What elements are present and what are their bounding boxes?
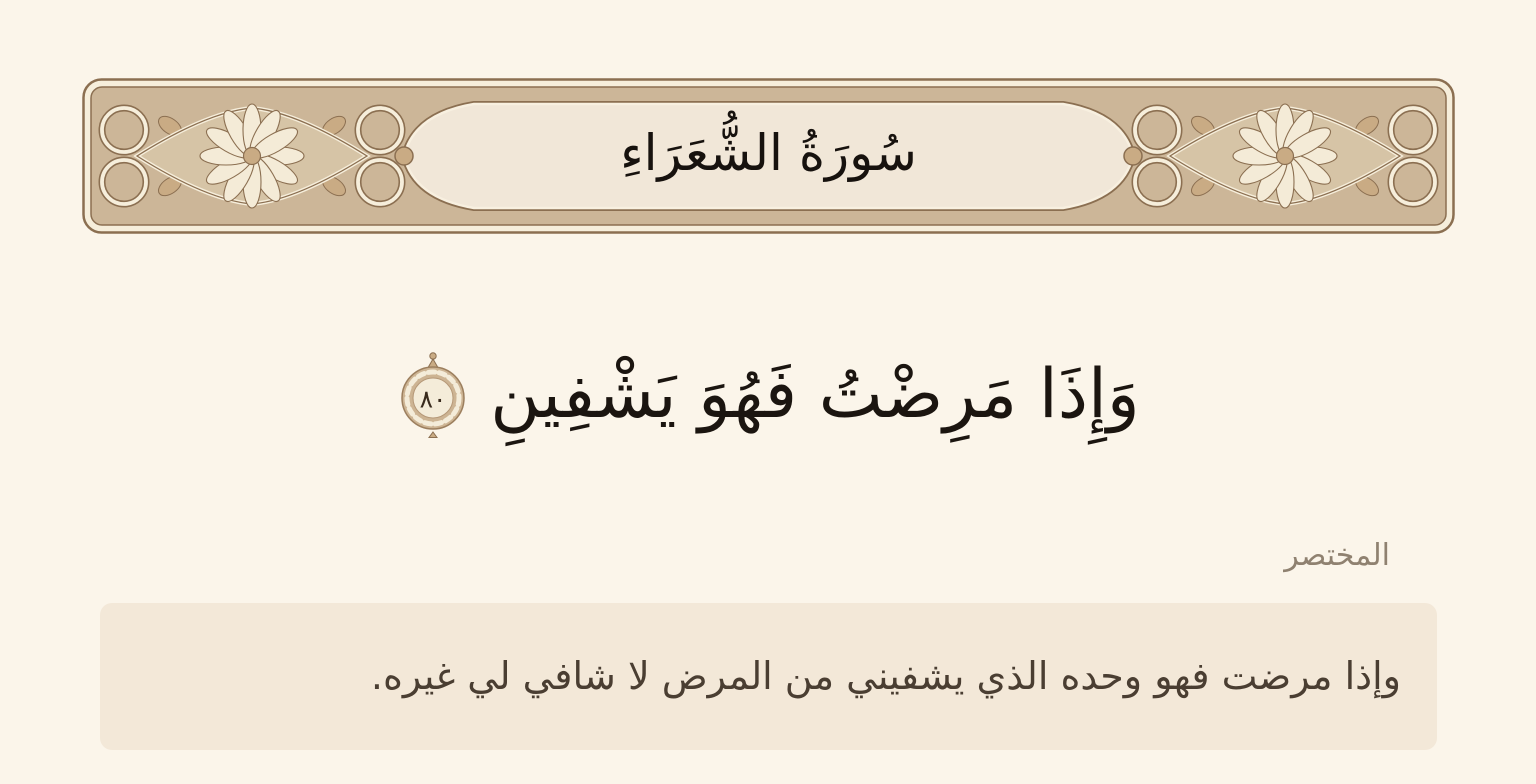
tafsir-text: وإذا مرضت فهو وحده الذي يشفيني من المرض لا شافي لي غيره.: [370, 654, 1401, 699]
surah-title: سُورَةُ الشُّعَرَاءِ: [620, 124, 917, 182]
tafsir-source-label: المختصر: [1284, 538, 1390, 573]
right-rosette-icon: [1135, 104, 1435, 208]
verse-text[interactable]: وَإِذَا مَرِضْتُ فَهُوَ يَشْفِينِ: [490, 354, 1140, 434]
verse-number-medallion: [396, 350, 470, 440]
surah-header-band: [82, 78, 1455, 234]
left-rosette-icon: [102, 104, 402, 208]
ornamental-border-icon: [82, 78, 1455, 234]
verse-number: ٨٠: [419, 384, 447, 414]
verse-container: [0, 300, 1536, 490]
tafsir-box: [100, 603, 1437, 750]
